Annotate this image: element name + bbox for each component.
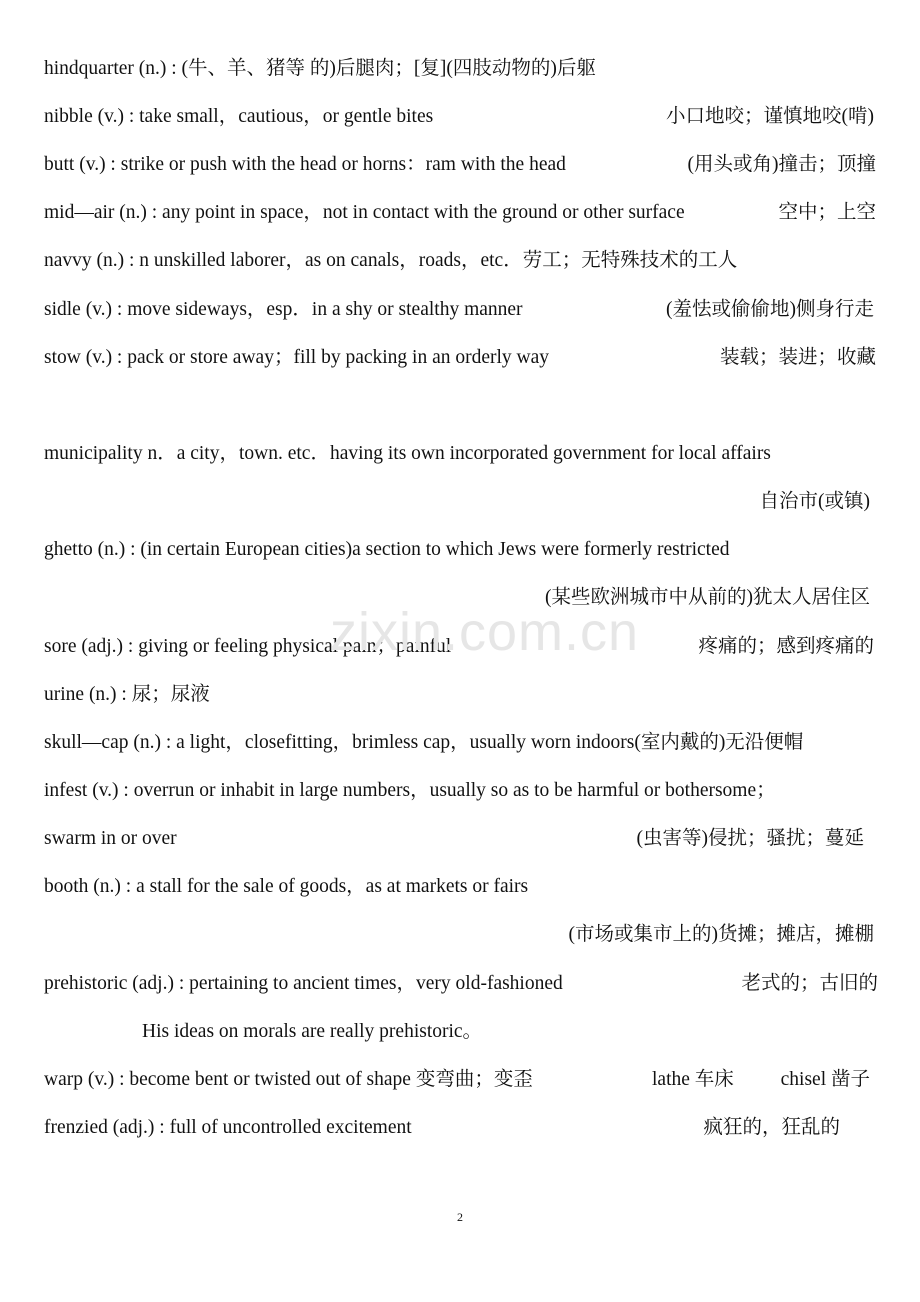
entry-skull-cap: skull—cap (n.) : a light，closefitting，brimless cap，usually worn indoors(室内戴的)无沿便帽: [44, 732, 804, 753]
entry-butt: butt (v.) : strike or push with the head or horns：ram with the head: [44, 154, 566, 175]
entry-sore: sore (adj.) : giving or feeling physical pain；painful: [44, 636, 452, 657]
entry-sidle: sidle (v.) : move sideways，esp．in a shy or stealthy manner: [44, 299, 523, 320]
page-number: 2: [457, 1210, 463, 1224]
entry-stow-translation: 装载；装进；收藏: [719, 347, 876, 368]
entry-prehistoric: prehistoric (adj.) : pertaining to ancient times，very old-fashioned: [44, 973, 563, 994]
entry-ghetto-translation: (某些欧洲城市中从前的)犹太人居住区: [545, 587, 870, 608]
entry-infest: infest (v.) : overrun or inhabit in large numbers，usually so as to be harmful or bothersome；: [44, 780, 776, 801]
entry-booth-translation: (市场或集市上的)货摊；摊店，摊棚: [568, 924, 874, 945]
entry-municipality: municipality n．a city，town. etc．having its own incorporated government for local affairs: [44, 443, 771, 464]
entry-urine: urine (n.) : 尿；尿液: [44, 684, 210, 705]
entry-ghetto: ghetto (n.) : (in certain European cities)a section to which Jews were formerly restricted: [44, 539, 730, 560]
entry-nibble-translation: 小口地咬；谨慎地咬(啃): [666, 106, 874, 127]
entry-lathe: lathe 车床: [652, 1069, 734, 1090]
entry-infest-continued: swarm in or over: [44, 828, 177, 849]
example-sentence: His ideas on morals are really prehistoric。: [142, 1021, 483, 1042]
entry-navvy: navvy (n.) : n unskilled laborer，as on canals，roads，etc．劳工；无特殊技术的工人: [44, 250, 738, 271]
entry-infest-translation: (虫害等)侵扰；骚扰；蔓延: [636, 828, 864, 849]
entry-sidle-translation: (羞怯或偷偷地)侧身行走: [666, 299, 874, 320]
entry-warp: warp (v.) : become bent or twisted out of shape 变弯曲；变歪: [44, 1069, 533, 1090]
entry-booth: booth (n.) : a stall for the sale of goods，as at markets or fairs: [44, 876, 529, 897]
entry-chisel: chisel 凿子: [780, 1069, 870, 1090]
watermark: zixin.com.cn: [330, 602, 640, 662]
entry-stow: stow (v.) : pack or store away；fill by packing in an orderly way: [44, 347, 550, 368]
entry-mid-air-translation: 空中；上空: [778, 202, 876, 223]
entry-municipality-translation: 自治市(或镇): [759, 491, 870, 512]
entry-prehistoric-translation: 老式的；古旧的: [741, 973, 878, 994]
entry-frenzied-translation: 疯狂的，狂乱的: [703, 1117, 840, 1138]
entry-sore-translation: 疼痛的；感到疼痛的: [698, 636, 874, 657]
entry-butt-translation: (用头或角)撞击；顶撞: [687, 154, 876, 175]
entry-hindquarter: hindquarter (n.) : (牛、羊、猪等 的)后腿肉；[复](四肢动物的)后躯: [44, 58, 596, 79]
entry-mid-air: mid—air (n.) : any point in space，not in contact with the ground or other surface: [44, 202, 685, 223]
entry-nibble: nibble (v.) : take small，cautious，or gentle bites: [44, 106, 434, 127]
entry-frenzied: frenzied (adj.) : full of uncontrolled excitement: [44, 1117, 412, 1138]
